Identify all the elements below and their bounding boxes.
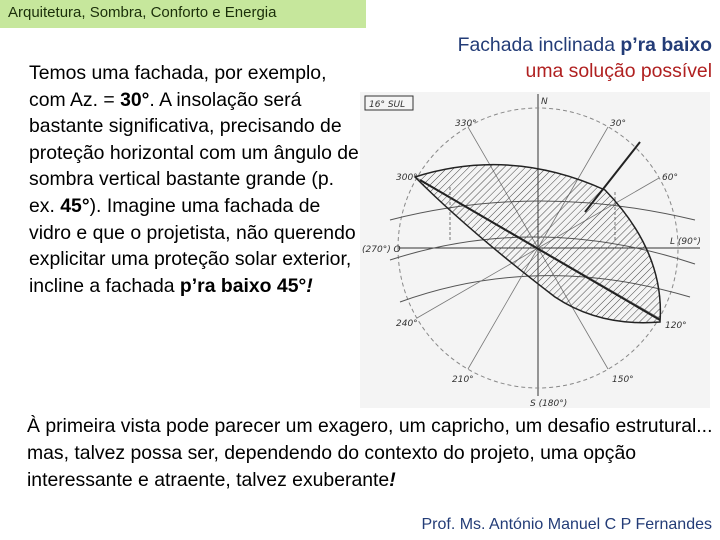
angle-label-300: 300°	[396, 173, 418, 183]
angle-label-60: 60°	[662, 173, 678, 183]
intro-angle: 45°	[60, 194, 90, 217]
intro-text-3: ). Imagine uma fachada de vidro e que o projetista, não querendo explicitar uma proteção solar exterior, incline a fachada	[29, 194, 356, 297]
angle-label-330: 330°	[455, 119, 477, 129]
east-label: L (90°)	[670, 237, 701, 247]
closing-paragraph	[27, 413, 713, 494]
author-credit: Prof. Ms. António Manuel C P Fernandes	[421, 516, 712, 533]
intro-azimuth: 30°	[120, 88, 150, 111]
intro-emphasis: p’ra baixo 45°	[179, 274, 307, 297]
angle-label-150: 150°	[612, 375, 634, 385]
slide-subtitle	[372, 32, 712, 84]
angle-label-120: 120°	[665, 321, 687, 331]
header-title: Arquitetura, Sombra, Conforto e Energia	[8, 4, 277, 21]
intro-exclaim: !	[306, 274, 313, 297]
subtitle-emphasis: p’ra baixo	[620, 34, 712, 56]
closing-exclaim: !	[389, 469, 396, 491]
south-label: S (180°)	[530, 399, 568, 408]
subtitle-line-1: Fachada inclinada p’ra baixo	[457, 34, 712, 56]
solar-chart-diagram	[360, 92, 710, 408]
angle-label-210: 210°	[452, 375, 474, 385]
intro-text-2: . A insolação será bastante significativa, precisando de proteção horizontal com um ângulo de sombra vertical bastante grande (p. ex.	[29, 88, 359, 217]
intro-text-1: Temos uma fachada, por exemplo, com Az. =	[29, 62, 327, 111]
north-label: N	[541, 97, 548, 107]
header-bar	[0, 0, 366, 28]
latitude-label: 16° SUL	[369, 100, 406, 110]
intro-paragraph	[29, 60, 359, 299]
angle-label-30: 30°	[610, 119, 626, 129]
angle-label-240: 240°	[396, 319, 418, 329]
closing-text: À primeira vista pode parecer um exagero, um capricho, um desafio estrutural... mas, talvez possa ser, dependendo do contexto do projeto, uma opção interessante e atraente, talvez exuberante	[27, 415, 713, 491]
west-label: (270°) O	[362, 245, 401, 255]
subtitle-line-2: uma solução possível	[525, 60, 712, 82]
